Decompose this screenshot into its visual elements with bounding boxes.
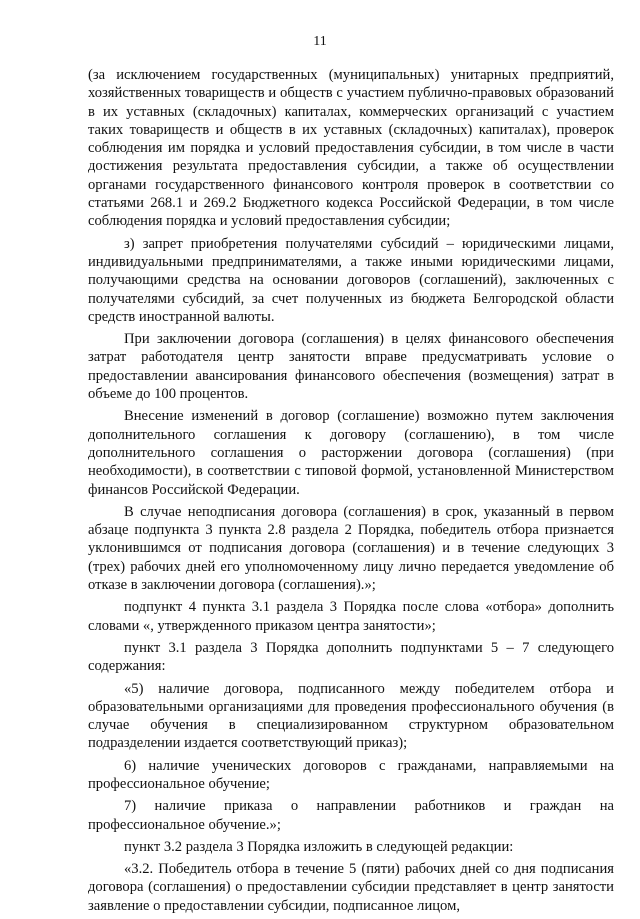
paragraph-6: подпункт 4 пункта 3.1 раздела 3 Порядка после слова «отбора» дополнить словами «, утвержденного приказом центра занятости»; [88, 599, 614, 634]
paragraph-11: пункт 3.2 раздела 3 Порядка изложить в следующей редакции: [124, 838, 514, 855]
paragraph-10: 7) наличие приказа о направлении работников и граждан на профессиональное обучение.»; [88, 798, 614, 833]
document-body [88, 66, 614, 919]
paragraph-5: В случае неподписания договора (соглашения) в срок, указанный в первом абзаце подпункта 3 пункта 2.8 раздела 2 Порядка, победитель отбора признается уклонившимся от подписания договора (соглашения) и в течение следующих 3 (трех) рабочих дней его уполномоченному лицу лично передается уведомление об отказе в заключении договора (соглашения).»; [88, 503, 614, 594]
paragraph-9: 6) наличие ученических договоров с гражданами, направляемыми на профессиональное обучение; [88, 757, 614, 792]
paragraph-4: Внесение изменений в договор (соглашение) возможно путем заключения дополнительного соглашения к договору (соглашению), в том числе дополнительного соглашения о расторжении договора (соглашения) (при необходимости), в соответствии с типовой формой, установленной Министерством финансов Российской Федерации. [88, 408, 614, 498]
paragraph-12: «3.2. Победитель отбора в течение 5 (пяти) рабочих дней со дня подписания договора (соглашения) о предоставлении субсидии представляет в центр занятости заявление о предоставлении субсидии, подписанное лицом, [88, 861, 614, 914]
paragraph-8: «5) наличие договора, подписанного между победителем отбора и образовательными организациями для проведения профессионального обучения (в случае обучения в специализированном структурном образовательном подразделении издается соответствующий приказ); [88, 680, 614, 752]
paragraph-2: з) запрет приобретения получателями субсидий – юридическими лицами, индивидуальными предпринимателями, а также иными юридическими лицами, получающими средства на основании договоров (соглашений), заключенных с получателями субсидий, за счет полученных из бюджета Белгородской области средств иностранной валюты. [88, 235, 614, 325]
paragraph-3: При заключении договора (соглашения) в целях финансового обеспечения затрат работодателя центр занятости вправе предусматривать условие о предоставлении авансирования финансового обеспечения (возмещения) затрат в объеме до 100 процентов. [88, 331, 614, 403]
page-number: 11 [313, 34, 327, 49]
paragraph-7: пункт 3.1 раздела 3 Порядка дополнить подпунктами 5 – 7 следующего содержания: [88, 639, 614, 675]
paragraph-1: (за исключением государственных (муниципальных) унитарных предприятий, хозяйственных товариществ и обществ с участием публично-правовых образований в их уставных (складочных) капиталах, коммерческих организаций с участием таких товариществ и обществ в их уставных (складочных) капиталах), проверок соблюдения им порядка и условий предоставления субсидии, в том числе в части достижения результата предоставления субсидии, а также об осуществлении органами государственного финансового контроля проверок в соответствии со статьями 268.1 и 269.2 Бюджетного кодекса Российской Федерации, в том числе соблюдения порядка и условий предоставления субсидии; [88, 67, 614, 230]
